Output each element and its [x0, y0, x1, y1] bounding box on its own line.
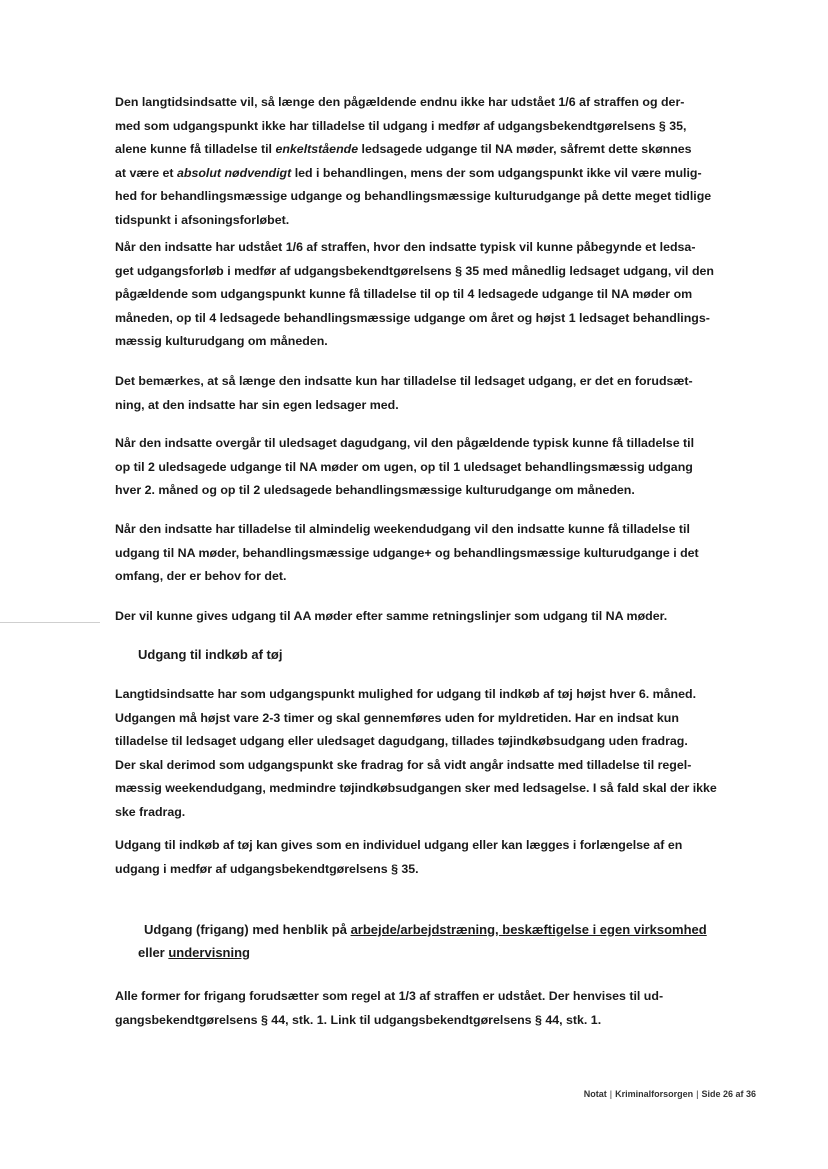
emphasis-text: absolut nødvendigt	[176, 165, 292, 180]
text-line: hver 2. måned og op til 2 uledsagede behandlingsmæssige kulturudgange om måneden.	[115, 483, 635, 497]
text-line: mæssig kulturudgang om måneden.	[115, 334, 328, 348]
text-line: Når den indsatte overgår til uledsaget dagudgang, vil den pågældende typisk kunne få tilladelse til	[115, 436, 695, 450]
text-line: at være et absolut nødvendigt led i behandlingen, mens der som udgangspunkt ikke vil være mulig-	[115, 165, 702, 180]
text-line: ske fradrag.	[115, 804, 186, 819]
text-line: tidspunkt i afsoningsforløbet.	[115, 212, 290, 227]
paragraph-aa-meetings	[115, 605, 715, 629]
text-line: Der skal derimod som udgangspunkt ske fradrag for så vidt angår indsatte med tilladelse til regel-	[115, 757, 692, 772]
text-line: udgang til NA møder, behandlingsmæssige udgange+ og behandlingsmæssige kulturudgange i det	[115, 545, 699, 560]
text-line: omfang, der er behov for det.	[115, 569, 287, 583]
text-line: Når den indsatte har udstået 1/6 af straffen, hvor den indsatte typisk vil kunne påbegynde et ledsa-	[115, 240, 696, 254]
paragraph-unescorted-day-leave	[115, 432, 715, 503]
text-line: tilladelse til ledsaget udgang eller uledsaget dagudgang, tillades tøjindkøbsudgang uden fradrag.	[115, 734, 688, 748]
paragraph-clothes-shopping-individual	[115, 834, 715, 881]
footer-separator: |	[696, 1089, 699, 1099]
paragraph-weekend-leave	[115, 518, 715, 589]
text-line: hed for behandlingsmæssige udgange og behandlingsmæssige kulturudgange på dette meget tidlige	[115, 189, 712, 203]
footer-page-number: Side 26 af 36	[701, 1089, 756, 1099]
emphasis-text: enkeltstående	[275, 142, 359, 156]
text-line: Den langtidsindsatte vil, så længe den pågældende endnu ikke har udstået 1/6 af straffen og der-	[115, 95, 685, 109]
paragraph-langtidsindsatte-before-sixth	[115, 91, 715, 232]
text-line: Der vil kunne gives udgang til AA møder efter samme retningslinjer som udgang til NA møder.	[115, 609, 668, 623]
text-line: pågældende som udgangspunkt kunne få tilladelse til op til 4 ledsagede udgange til NA møder om	[115, 287, 693, 301]
text-line: op til 2 uledsagede udgange til NA møder om ugen, op til 1 uledsaget behandlingsmæssig udgang	[115, 459, 693, 474]
text-line: Når den indsatte har tilladelse til almindelig weekendudgang vil den indsatte kunne få tilladelse til	[115, 522, 690, 536]
margin-mark	[0, 622, 100, 623]
footer-separator: |	[609, 1089, 613, 1099]
text-line: udgang i medfør af udgangsbekendtgørelsens § 35.	[115, 861, 419, 876]
text-line: Langtidsindsatte har som udgangspunkt mulighed for udgang til indkøb af tøj højst hver 6. måned.	[115, 687, 697, 701]
section-heading-frigang: Udgang (frigang) med henblik på arbejde/arbejdstræning, beskæftigelse i egen virksomhed	[144, 922, 707, 937]
paragraph-after-sixth	[115, 236, 715, 354]
text-line: måneden, op til 4 ledsagede behandlingsmæssige udgange om året og højst 1 ledsaget behandlings-	[115, 310, 710, 325]
text-line: Udgang til indkøb af tøj kan gives som en individuel udgang eller kan lægges i forlængelse af en	[115, 838, 683, 852]
page-footer	[584, 1089, 756, 1099]
underlined-link-text: undervisning	[168, 945, 250, 960]
paragraph-clothes-shopping	[115, 683, 715, 824]
text-line: alene kunne få tilladelse til enkeltstående ledsagede udgange til NA møder, såfremt dette skønnes	[115, 142, 692, 156]
section-heading-frigang-continued: eller undervisning	[138, 945, 250, 960]
text-line: mæssig weekendudgang, medmindre tøjindkøbsudgangen sker med ledsagelse. I så fald skal der ikke	[115, 781, 717, 795]
text-line: med som udgangspunkt ikke har tilladelse til udgang i medfør af udgangsbekendtgørelsens § 35,	[115, 118, 687, 133]
text-line: Alle former for frigang forudsætter som regel at 1/3 af straffen er udstået. Der henvises til ud-	[115, 989, 664, 1003]
footer-doc-type: Notat	[583, 1089, 607, 1099]
text-line: Udgangen må højst vare 2-3 timer og skal gennemføres uden for myldretiden. Har en indsat kun	[115, 710, 679, 725]
section-heading-clothes-shopping: Udgang til indkøb af tøj	[138, 647, 283, 662]
text-line: Det bemærkes, at så længe den indsatte kun har tilladelse til ledsaget udgang, er det en forudsæt-	[115, 374, 693, 388]
paragraph-own-escort	[115, 370, 715, 417]
text-line: gangsbekendtgørelsens § 44, stk. 1. Link til udgangsbekendtgørelsens § 44, stk. 1.	[115, 1012, 602, 1027]
text-line: ning, at den indsatte har sin egen ledsager med.	[115, 397, 399, 412]
underlined-link-text: arbejde/arbejdstræning, beskæftigelse i egen virksomhed	[350, 922, 707, 937]
text-line: get udgangsforløb i medfør af udgangsbekendtgørelsens § 35 med månedlig ledsaget udgang, vil den	[115, 263, 714, 278]
paragraph-frigang	[115, 985, 715, 1032]
footer-organization: Kriminalforsorgen	[615, 1089, 694, 1099]
